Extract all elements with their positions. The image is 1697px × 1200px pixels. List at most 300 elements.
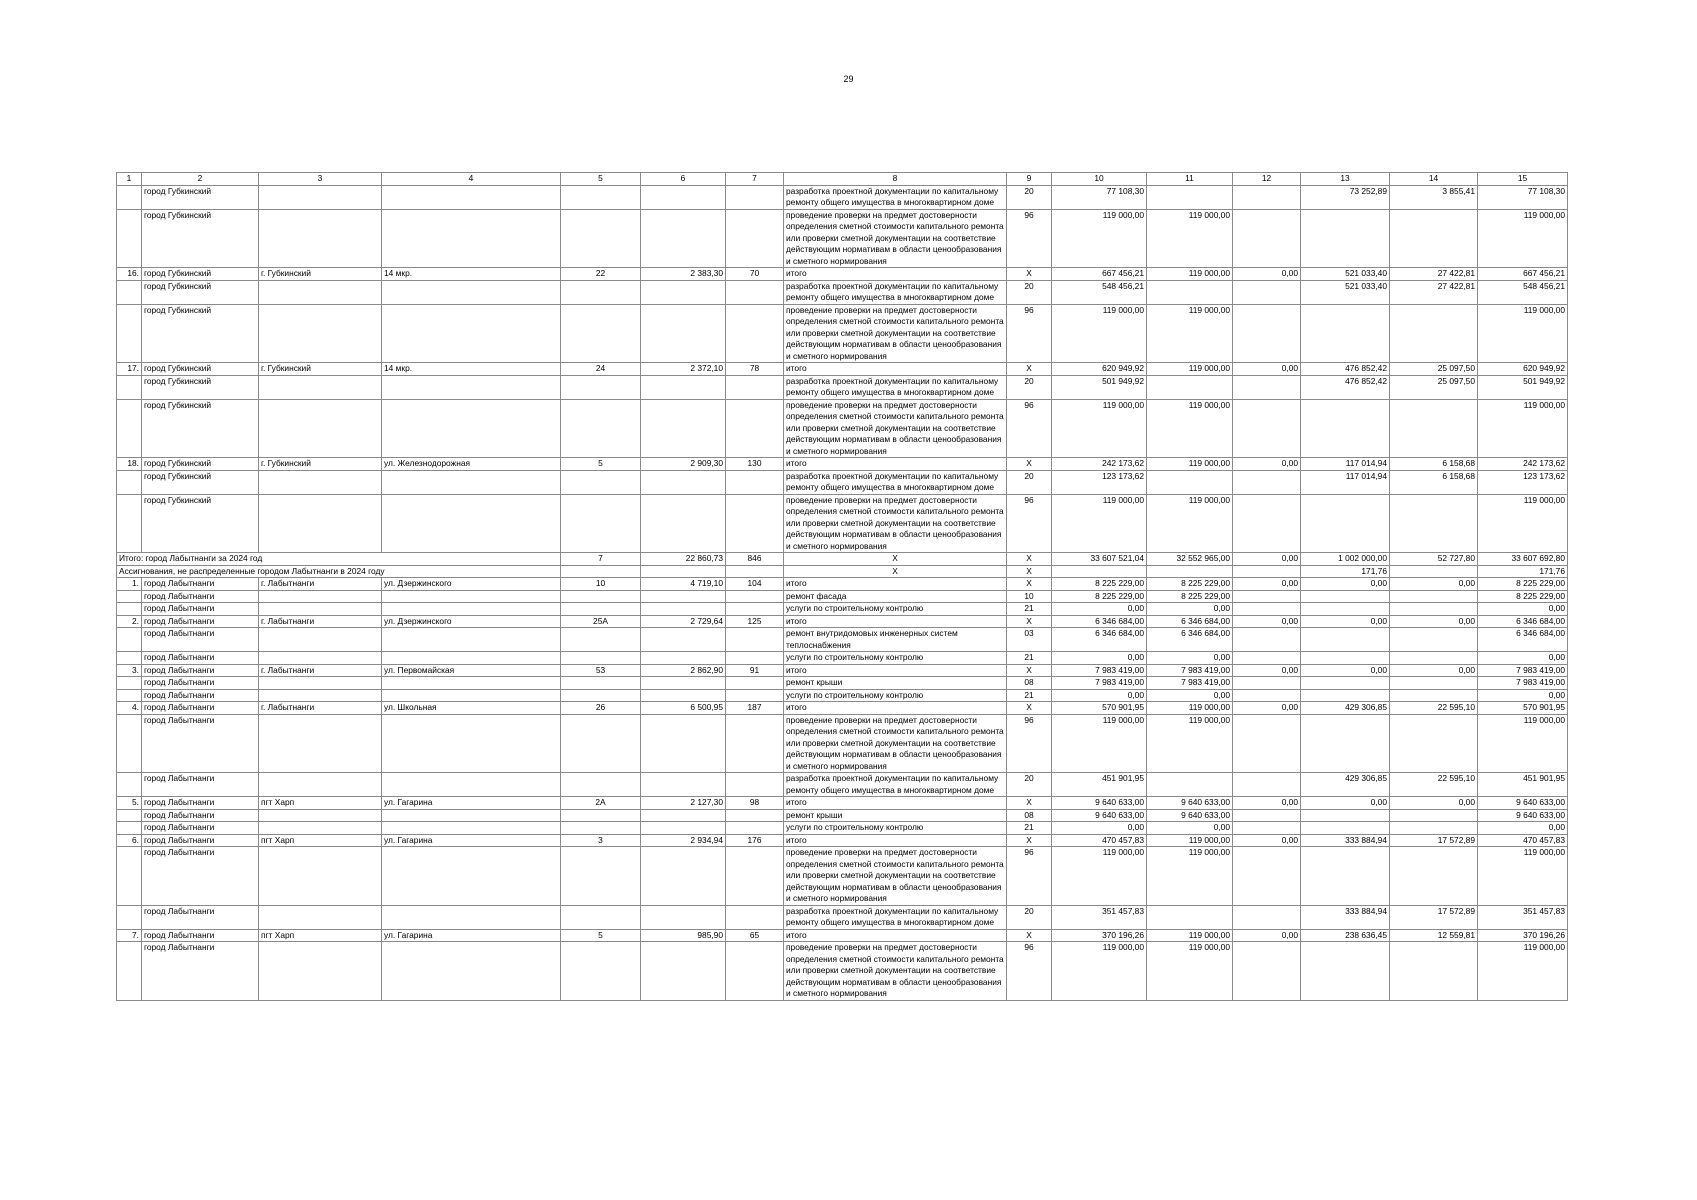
summary-label-cell: Итого: город Лабытнанги за 2024 год bbox=[117, 553, 561, 566]
table-cell bbox=[382, 470, 561, 494]
table-cell bbox=[641, 714, 726, 773]
table-cell bbox=[1233, 304, 1301, 363]
table-cell: г. Лабытнанги bbox=[259, 702, 382, 715]
table-cell: город Лабытнанги bbox=[142, 628, 259, 652]
table-cell: 1. bbox=[117, 578, 142, 591]
table-cell: 242 173,62 bbox=[1478, 458, 1568, 471]
table-cell: 21 bbox=[1007, 822, 1052, 835]
table-cell bbox=[641, 809, 726, 822]
table-cell: проведение проверки на предмет достоверности определения сметной стоимости капитального ремонта или проверки сметной документации на соответствие действующим нормативам в области ценообразования и сметного нормирования bbox=[784, 942, 1007, 1001]
table-cell bbox=[1233, 603, 1301, 616]
table-cell: 119 000,00 bbox=[1147, 268, 1233, 281]
table-cell: 22 bbox=[561, 268, 641, 281]
table-cell: X bbox=[1007, 458, 1052, 471]
table-cell: 20 bbox=[1007, 470, 1052, 494]
table-cell: 98 bbox=[726, 797, 784, 810]
table-cell bbox=[259, 590, 382, 603]
table-cell: 0,00 bbox=[1147, 689, 1233, 702]
table-cell bbox=[382, 809, 561, 822]
table-cell: 1 002 000,00 bbox=[1301, 553, 1390, 566]
table-cell: 130 bbox=[726, 458, 784, 471]
table-row bbox=[117, 458, 1568, 471]
table-cell bbox=[641, 565, 726, 578]
table-cell: 96 bbox=[1007, 942, 1052, 1001]
column-number-cell: 2 bbox=[142, 173, 259, 186]
table-cell: 9 640 633,00 bbox=[1052, 809, 1147, 822]
table-cell bbox=[726, 590, 784, 603]
table-cell: 119 000,00 bbox=[1147, 458, 1233, 471]
table-cell: 0,00 bbox=[1233, 268, 1301, 281]
table-cell bbox=[726, 809, 784, 822]
table-cell: город Губкинский bbox=[142, 470, 259, 494]
table-cell: 8 225 229,00 bbox=[1147, 590, 1233, 603]
table-cell bbox=[382, 304, 561, 363]
table-cell: 91 bbox=[726, 664, 784, 677]
table-cell bbox=[117, 689, 142, 702]
table-cell: 123 173,62 bbox=[1478, 470, 1568, 494]
table-cell: 2 909,30 bbox=[641, 458, 726, 471]
table-cell: 8 225 229,00 bbox=[1147, 578, 1233, 591]
table-cell bbox=[1147, 185, 1233, 209]
table-cell: город Губкинский bbox=[142, 185, 259, 209]
table-cell: 0,00 bbox=[1147, 822, 1233, 835]
table-cell bbox=[726, 773, 784, 797]
table-cell bbox=[641, 689, 726, 702]
table-cell: X bbox=[1007, 565, 1052, 578]
table-cell: город Лабытнанги bbox=[142, 942, 259, 1001]
table-row bbox=[117, 209, 1568, 268]
table-row bbox=[117, 494, 1568, 553]
table-cell: 7 983 419,00 bbox=[1478, 664, 1568, 677]
table-cell: 14 мкр. bbox=[382, 363, 561, 376]
table-cell: 26 bbox=[561, 702, 641, 715]
table-cell bbox=[1147, 565, 1233, 578]
table-cell: 119 000,00 bbox=[1052, 209, 1147, 268]
table-cell bbox=[641, 494, 726, 553]
table-cell: 8 225 229,00 bbox=[1052, 578, 1147, 591]
table-cell bbox=[1390, 689, 1478, 702]
table-cell: 171,76 bbox=[1478, 565, 1568, 578]
table-cell bbox=[641, 399, 726, 458]
table-row bbox=[117, 603, 1568, 616]
table-cell: услуги по строительному контролю bbox=[784, 822, 1007, 835]
table-cell: 119 000,00 bbox=[1147, 702, 1233, 715]
table-cell bbox=[726, 905, 784, 929]
table-cell bbox=[726, 280, 784, 304]
table-cell: город Лабытнанги bbox=[142, 773, 259, 797]
table-cell: 5 bbox=[561, 458, 641, 471]
table-cell: город Лабытнанги bbox=[142, 578, 259, 591]
table-cell: 32 552 965,00 bbox=[1147, 553, 1233, 566]
table-cell: 501 949,92 bbox=[1478, 375, 1568, 399]
table-cell: 176 bbox=[726, 834, 784, 847]
table-cell bbox=[726, 822, 784, 835]
table-cell bbox=[641, 942, 726, 1001]
table-cell bbox=[1301, 304, 1390, 363]
table-cell bbox=[1301, 628, 1390, 652]
table-cell: разработка проектной документации по капитальному ремонту общего имущества в многоквартирном доме bbox=[784, 905, 1007, 929]
table-cell: 451 901,95 bbox=[1052, 773, 1147, 797]
table-cell: 24 bbox=[561, 363, 641, 376]
table-row bbox=[117, 375, 1568, 399]
table-cell bbox=[726, 399, 784, 458]
table-cell: 521 033,40 bbox=[1301, 280, 1390, 304]
table-cell: город Лабытнанги bbox=[142, 834, 259, 847]
table-cell: X bbox=[1007, 553, 1052, 566]
table-cell: 0,00 bbox=[1301, 615, 1390, 628]
table-cell bbox=[726, 603, 784, 616]
table-cell bbox=[1301, 209, 1390, 268]
table-cell: ул. Дзержинского bbox=[382, 578, 561, 591]
table-cell: 521 033,40 bbox=[1301, 268, 1390, 281]
table-cell: пгт Харп bbox=[259, 797, 382, 810]
table-cell: 18. bbox=[117, 458, 142, 471]
table-cell: город Лабытнанги bbox=[142, 590, 259, 603]
table-cell bbox=[641, 847, 726, 906]
table-row bbox=[117, 847, 1568, 906]
table-cell: 3 bbox=[561, 834, 641, 847]
table-cell: город Лабытнанги bbox=[142, 929, 259, 942]
table-cell: 0,00 bbox=[1233, 553, 1301, 566]
table-cell bbox=[1390, 942, 1478, 1001]
table-cell: 119 000,00 bbox=[1478, 847, 1568, 906]
table-cell: итого bbox=[784, 363, 1007, 376]
column-number-cell: 8 bbox=[784, 173, 1007, 186]
table-cell bbox=[1233, 677, 1301, 690]
table-cell: 0,00 bbox=[1390, 578, 1478, 591]
table-cell: X bbox=[784, 565, 1007, 578]
table-cell: X bbox=[784, 553, 1007, 566]
table-cell bbox=[259, 942, 382, 1001]
table-cell: 6 158,68 bbox=[1390, 458, 1478, 471]
table-row bbox=[117, 185, 1568, 209]
table-cell: 0,00 bbox=[1301, 578, 1390, 591]
table-cell: 7 983 419,00 bbox=[1147, 677, 1233, 690]
table-cell bbox=[259, 304, 382, 363]
table-cell: 0,00 bbox=[1301, 797, 1390, 810]
table-cell bbox=[1233, 209, 1301, 268]
table-cell bbox=[1301, 652, 1390, 665]
table-cell: 119 000,00 bbox=[1147, 942, 1233, 1001]
table-cell: 985,90 bbox=[641, 929, 726, 942]
table-cell bbox=[561, 677, 641, 690]
table-cell bbox=[561, 494, 641, 553]
table-cell bbox=[1390, 652, 1478, 665]
table-cell bbox=[117, 773, 142, 797]
table-cell bbox=[726, 714, 784, 773]
table-cell bbox=[1233, 375, 1301, 399]
table-cell bbox=[259, 209, 382, 268]
table-cell bbox=[1301, 677, 1390, 690]
table-row bbox=[117, 809, 1568, 822]
table-row bbox=[117, 942, 1568, 1001]
table-cell bbox=[1390, 809, 1478, 822]
table-cell bbox=[1233, 689, 1301, 702]
table-cell: город Губкинский bbox=[142, 304, 259, 363]
table-cell: 119 000,00 bbox=[1478, 942, 1568, 1001]
table-cell bbox=[641, 304, 726, 363]
table-cell: 620 949,92 bbox=[1478, 363, 1568, 376]
table-cell: 119 000,00 bbox=[1147, 929, 1233, 942]
table-cell: 96 bbox=[1007, 304, 1052, 363]
table-cell: услуги по строительному контролю bbox=[784, 603, 1007, 616]
table-cell bbox=[726, 628, 784, 652]
table-cell bbox=[1233, 822, 1301, 835]
table-cell: 9 640 633,00 bbox=[1478, 797, 1568, 810]
table-cell: город Губкинский bbox=[142, 209, 259, 268]
table-cell: X bbox=[1007, 929, 1052, 942]
table-cell: 117 014,94 bbox=[1301, 470, 1390, 494]
table-cell: г. Лабытнанги bbox=[259, 664, 382, 677]
table-cell: ул. Железнодорожная bbox=[382, 458, 561, 471]
table-cell: 22 595,10 bbox=[1390, 773, 1478, 797]
table-cell: 8 225 229,00 bbox=[1052, 590, 1147, 603]
table-cell bbox=[726, 652, 784, 665]
table-cell: 9 640 633,00 bbox=[1147, 797, 1233, 810]
table-cell: город Лабытнанги bbox=[142, 797, 259, 810]
table-cell: город Лабытнанги bbox=[142, 689, 259, 702]
table-cell bbox=[1233, 185, 1301, 209]
table-cell bbox=[1233, 399, 1301, 458]
table-cell bbox=[259, 375, 382, 399]
table-cell: 0,00 bbox=[1301, 664, 1390, 677]
table-cell: 2 862,90 bbox=[641, 664, 726, 677]
table-cell: 0,00 bbox=[1478, 603, 1568, 616]
table-cell: 7 983 419,00 bbox=[1147, 664, 1233, 677]
table-row bbox=[117, 714, 1568, 773]
table-cell bbox=[561, 822, 641, 835]
table-cell bbox=[561, 714, 641, 773]
summary-label-cell: Ассигнования, не распределенные городом Лабытнанги в 2024 году bbox=[117, 565, 561, 578]
table-cell: 20 bbox=[1007, 905, 1052, 929]
table-cell: 470 457,83 bbox=[1478, 834, 1568, 847]
table-cell: 0,00 bbox=[1390, 797, 1478, 810]
table-cell bbox=[641, 822, 726, 835]
table-cell bbox=[259, 905, 382, 929]
table-cell bbox=[117, 714, 142, 773]
table-cell bbox=[382, 209, 561, 268]
table-cell bbox=[382, 905, 561, 929]
table-cell: 03 bbox=[1007, 628, 1052, 652]
table-cell: услуги по строительному контролю bbox=[784, 689, 1007, 702]
table-cell: 0,00 bbox=[1478, 822, 1568, 835]
table-cell bbox=[641, 209, 726, 268]
table-row bbox=[117, 797, 1568, 810]
table-cell bbox=[641, 628, 726, 652]
table-row bbox=[117, 929, 1568, 942]
table-cell: 570 901,95 bbox=[1052, 702, 1147, 715]
table-cell: 4 719,10 bbox=[641, 578, 726, 591]
table-row bbox=[117, 590, 1568, 603]
table-cell: 333 884,94 bbox=[1301, 905, 1390, 929]
table-cell: 10 bbox=[561, 578, 641, 591]
table-cell: проведение проверки на предмет достоверности определения сметной стоимости капитального ремонта или проверки сметной документации на соответствие действующим нормативам в области ценообразования и сметного нормирования bbox=[784, 209, 1007, 268]
table-cell: 0,00 bbox=[1052, 689, 1147, 702]
column-number-cell: 6 bbox=[641, 173, 726, 186]
table-cell bbox=[1301, 847, 1390, 906]
table-cell bbox=[561, 628, 641, 652]
table-cell bbox=[726, 565, 784, 578]
table-cell bbox=[117, 603, 142, 616]
table-row bbox=[117, 280, 1568, 304]
table-cell bbox=[259, 399, 382, 458]
table-cell: 119 000,00 bbox=[1052, 942, 1147, 1001]
table-cell: 0,00 bbox=[1147, 603, 1233, 616]
table-cell bbox=[259, 185, 382, 209]
table-cell bbox=[382, 773, 561, 797]
table-cell bbox=[1147, 905, 1233, 929]
table-cell: г. Лабытнанги bbox=[259, 615, 382, 628]
table-row bbox=[117, 628, 1568, 652]
table-cell: 27 422,81 bbox=[1390, 268, 1478, 281]
table-cell bbox=[561, 905, 641, 929]
table-cell bbox=[1390, 847, 1478, 906]
table-cell: 6 346 684,00 bbox=[1478, 628, 1568, 652]
table-cell: ремонт крыши bbox=[784, 809, 1007, 822]
table-cell: X bbox=[1007, 834, 1052, 847]
table-cell bbox=[641, 773, 726, 797]
table-cell: 73 252,89 bbox=[1301, 185, 1390, 209]
table-row bbox=[117, 268, 1568, 281]
table-cell bbox=[1233, 590, 1301, 603]
table-cell bbox=[382, 185, 561, 209]
table-cell bbox=[382, 628, 561, 652]
table-cell: 620 949,92 bbox=[1052, 363, 1147, 376]
table-cell: 6 346 684,00 bbox=[1478, 615, 1568, 628]
table-cell bbox=[1390, 399, 1478, 458]
table-cell: 119 000,00 bbox=[1478, 304, 1568, 363]
table-cell: 25А bbox=[561, 615, 641, 628]
table-cell: 96 bbox=[1007, 494, 1052, 553]
table-cell: 5 bbox=[561, 929, 641, 942]
table-cell bbox=[117, 942, 142, 1001]
table-cell: 14 мкр. bbox=[382, 268, 561, 281]
table-cell bbox=[726, 677, 784, 690]
table-cell bbox=[726, 689, 784, 702]
table-cell: 22 860,73 bbox=[641, 553, 726, 566]
table-cell: 7 983 419,00 bbox=[1052, 664, 1147, 677]
table-cell: 0,00 bbox=[1390, 615, 1478, 628]
table-cell bbox=[1233, 714, 1301, 773]
table-cell bbox=[1233, 809, 1301, 822]
table-cell: 65 bbox=[726, 929, 784, 942]
table-cell bbox=[1390, 822, 1478, 835]
table-cell bbox=[1233, 773, 1301, 797]
table-cell bbox=[1390, 714, 1478, 773]
table-cell bbox=[1390, 565, 1478, 578]
table-cell: проведение проверки на предмет достоверности определения сметной стоимости капитального ремонта или проверки сметной документации на соответствие действующим нормативам в области ценообразования и сметного нормирования bbox=[784, 304, 1007, 363]
table-cell: 123 173,62 bbox=[1052, 470, 1147, 494]
table-cell: 119 000,00 bbox=[1147, 847, 1233, 906]
table-cell: 08 bbox=[1007, 809, 1052, 822]
table-cell bbox=[259, 822, 382, 835]
table-cell: город Губкинский bbox=[142, 363, 259, 376]
table-cell bbox=[382, 375, 561, 399]
table-cell: разработка проектной документации по капитальному ремонту общего имущества в многоквартирном доме bbox=[784, 773, 1007, 797]
table-row bbox=[117, 304, 1568, 363]
table-cell bbox=[1301, 714, 1390, 773]
table-cell: 0,00 bbox=[1233, 458, 1301, 471]
table-cell: 333 884,94 bbox=[1301, 834, 1390, 847]
table-cell bbox=[561, 280, 641, 304]
table-cell: 667 456,21 bbox=[1478, 268, 1568, 281]
table-cell: итого bbox=[784, 458, 1007, 471]
table-cell: город Лабытнанги bbox=[142, 603, 259, 616]
table-cell: 16. bbox=[117, 268, 142, 281]
table-cell bbox=[726, 209, 784, 268]
table-cell: X bbox=[1007, 702, 1052, 715]
table-cell: 5. bbox=[117, 797, 142, 810]
table-cell bbox=[382, 652, 561, 665]
table-cell: 429 306,85 bbox=[1301, 773, 1390, 797]
table-cell bbox=[641, 652, 726, 665]
table-cell: 25 097,50 bbox=[1390, 375, 1478, 399]
table-cell bbox=[561, 209, 641, 268]
column-number-cell: 15 bbox=[1478, 173, 1568, 186]
table-cell: 17. bbox=[117, 363, 142, 376]
table-cell bbox=[1147, 470, 1233, 494]
table-cell: 6 346 684,00 bbox=[1052, 615, 1147, 628]
table-cell: X bbox=[1007, 615, 1052, 628]
table-cell: 33 607 692,80 bbox=[1478, 553, 1568, 566]
header-row bbox=[117, 173, 1568, 186]
table-cell: разработка проектной документации по капитальному ремонту общего имущества в многоквартирном доме bbox=[784, 280, 1007, 304]
table-cell: ул. Гагарина bbox=[382, 834, 561, 847]
table-cell bbox=[259, 603, 382, 616]
table-cell: 370 196,26 bbox=[1478, 929, 1568, 942]
table-cell bbox=[117, 470, 142, 494]
table-cell bbox=[117, 399, 142, 458]
table-cell: услуги по строительному контролю bbox=[784, 652, 1007, 665]
table-cell bbox=[259, 847, 382, 906]
table-row bbox=[117, 834, 1568, 847]
table-cell: г. Лабытнанги bbox=[259, 578, 382, 591]
table-cell: г. Губкинский bbox=[259, 363, 382, 376]
table-cell: 53 bbox=[561, 664, 641, 677]
table-row bbox=[117, 553, 1568, 566]
table-cell: 125 bbox=[726, 615, 784, 628]
table-cell: разработка проектной документации по капитальному ремонту общего имущества в многоквартирном доме bbox=[784, 375, 1007, 399]
table-cell: 2 934,94 bbox=[641, 834, 726, 847]
table-cell: 242 173,62 bbox=[1052, 458, 1147, 471]
column-number-cell: 4 bbox=[382, 173, 561, 186]
table-cell bbox=[117, 905, 142, 929]
table-cell: 78 bbox=[726, 363, 784, 376]
table-cell bbox=[1233, 847, 1301, 906]
table-cell: 7. bbox=[117, 929, 142, 942]
table-cell: 52 727,80 bbox=[1390, 553, 1478, 566]
table-cell: город Губкинский bbox=[142, 494, 259, 553]
table-cell: 171,76 bbox=[1301, 565, 1390, 578]
table-cell: 25 097,50 bbox=[1390, 363, 1478, 376]
table-cell bbox=[561, 399, 641, 458]
table-cell: 7 983 419,00 bbox=[1478, 677, 1568, 690]
table-cell bbox=[382, 399, 561, 458]
table-row bbox=[117, 702, 1568, 715]
table-cell bbox=[1390, 494, 1478, 553]
column-number-cell: 12 bbox=[1233, 173, 1301, 186]
column-number-cell: 7 bbox=[726, 173, 784, 186]
table-cell bbox=[1233, 628, 1301, 652]
table-cell: 27 422,81 bbox=[1390, 280, 1478, 304]
table-cell: 351 457,83 bbox=[1052, 905, 1147, 929]
table-cell bbox=[117, 652, 142, 665]
table-cell bbox=[1390, 628, 1478, 652]
table-cell: ремонт внутридомовых инженерных систем теплоснабжения bbox=[784, 628, 1007, 652]
table-cell bbox=[1301, 942, 1390, 1001]
table-cell bbox=[1233, 905, 1301, 929]
table-cell bbox=[561, 590, 641, 603]
